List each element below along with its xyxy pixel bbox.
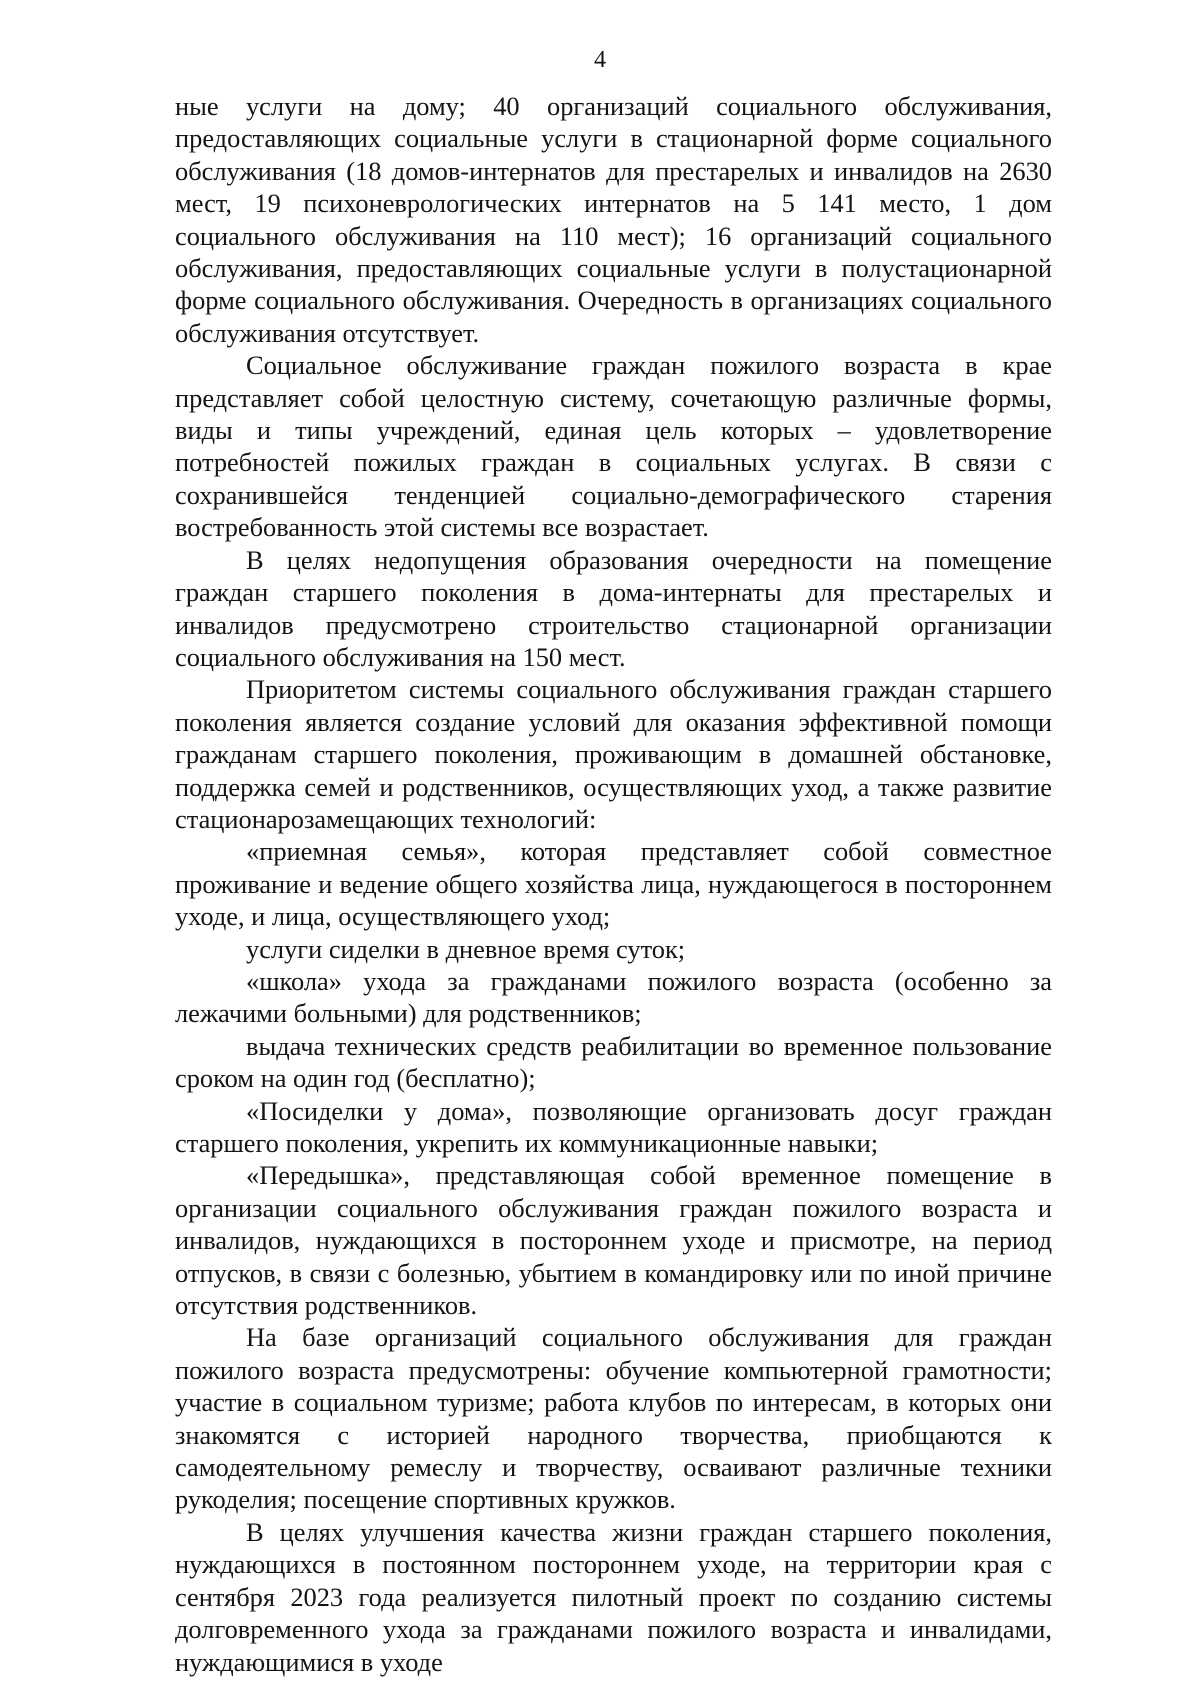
- paragraph: На базе организаций социального обслуживания для граждан пожилого возраста предусмотрены: обучение компьютерной грамотности; участие в социальном туризме; работа клубов по интересам, в которых они знакомятся с историей народного творчества, приобщаются к самодеятельному ремеслу и творчеству, осваивают различные техники рукоделия; посещение спортивных кружков.: [175, 1322, 1052, 1515]
- page-number: 4: [594, 47, 606, 73]
- paragraph: Приоритетом системы социального обслуживания граждан старшего поколения является создание условий для оказания эффективной помощи гражданам старшего поколения, проживающим в домашней обстановке, поддержка семей и родственников, осуществляющих уход, а также развитие стационарозамещающих технологий:: [175, 674, 1052, 834]
- list-item: услуги сиделки в дневное время суток;: [246, 933, 686, 964]
- list-item: выдача технических средств реабилитации во временное пользование сроком на один год (бесплатно);: [175, 1030, 1052, 1094]
- list-item: «Передышка», представляющая собой временное помещение в организации социального обслуживания граждан пожилого возраста и инвалидов, нуждающихся в постороннем уходе и присмотре, на период отпусков, в связи с болезнью, убытием в командировку или по иной причине отсутствия родственников.: [175, 1160, 1052, 1321]
- paragraph: Социальное обслуживание граждан пожилого возраста в крае представляет собой целостную систему, сочетающую различные формы, виды и типы учреждений, единая цель которых – удовлетворение потребностей пожилых граждан в социальных услугах. В связи с сохранившейся тенденцией социально-демографического старения востребованность этой системы все возрастает.: [175, 350, 1052, 543]
- list-item: «школа» ухода за гражданами пожилого возраста (особенно за лежачими больными) для родственников;: [175, 965, 1052, 1029]
- paragraph: ные услуги на дому; 40 организаций социального обслуживания, предоставляющих социальные услуги в стационарной форме социального обслуживания (18 домов-интернатов для престарелых и инвалидов на 2630 мест, 19 психоневрологических интернатов на 5 141 место, 1 дом социального обслуживания на 110 мест); 16 организаций социального обслуживания, предоставляющих социальные услуги в полустационарной форме социального обслуживания. Очередность в организациях социального обслуживания отсутствует.: [175, 91, 1052, 348]
- paragraph: В целях улучшения качества жизни граждан старшего поколения, нуждающихся в постоянном постороннем уходе, на территории края с сентября 2023 года реализуется пилотный проект по созданию системы долговременного ухода за гражданами пожилого возраста и инвалидами, нуждающимися в уходе: [175, 1516, 1052, 1677]
- list-item: «Посиделки у дома», позволяющие организовать досуг граждан старшего поколения, укрепить их коммуникационные навыки;: [175, 1095, 1052, 1158]
- document-body: [175, 90, 1052, 1678]
- list-item: «приемная семья», которая представляет собой совместное проживание и ведение общего хозяйства лица, нуждающегося в постороннем уходе, и лица, осуществляющего уход;: [175, 836, 1052, 932]
- paragraph: В целях недопущения образования очередности на помещение граждан старшего поколения в дома-интернаты для престарелых и инвалидов предусмотрено строительство стационарной организации социального обслуживания на 150 мест.: [175, 544, 1052, 672]
